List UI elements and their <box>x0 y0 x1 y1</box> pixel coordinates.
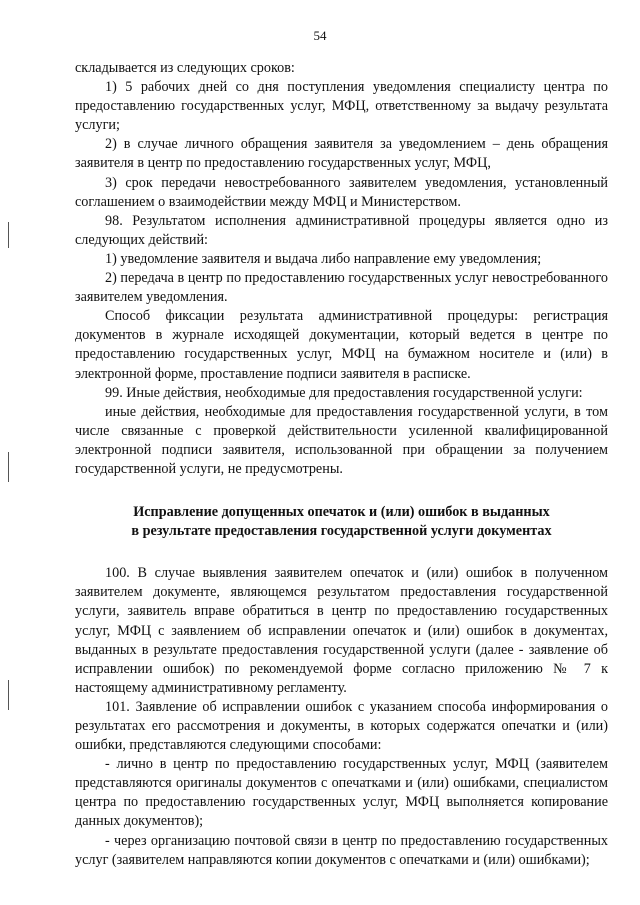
paragraph: - лично в центр по предоставлению государственных услуг, МФЦ (заявителем представляются оригиналы документов с опечатками и (или) ошибками, специалистом центра по предоставлению государственных услуг, МФЦ выполняется копирование данных документов); <box>75 756 608 830</box>
section-heading <box>75 503 608 541</box>
document-body <box>75 59 608 870</box>
paragraph: 98. Результатом исполнения административной процедуры является одно из следующих действий: <box>75 212 608 248</box>
paragraph: 101. Заявление об исправлении ошибок с указанием способа информирования о результатах его рассмотрения и документы, в которых содержатся опечатки и (или) ошибки, представляются следующими способами: <box>75 698 608 754</box>
heading-line: Исправление допущенных опечаток и (или) ошибок в выданных <box>133 504 550 521</box>
paragraph: Способ фиксации результата административной процедуры: регистрация документов в журнале исходящей документации, который ведется в центре по предоставлению государственных услуг, МФЦ на бумажном носителе и (или) в электронной форме, проставление подписи заявителя в расписке. <box>75 308 608 382</box>
paragraph: иные действия, необходимые для предоставления государственной услуги, в том числе связанные с проверкой действительности усиленной квалифицированной электронной подписи заявителя, использованной при обращении за получением государственной услуги, не предусмотрены. <box>75 403 608 477</box>
heading-line: в результате предоставления государственной услуги документах <box>131 523 552 540</box>
paragraph: 1) уведомление заявителя и выдача либо направление ему уведомления; <box>105 250 542 267</box>
margin-mark <box>8 452 9 482</box>
paragraph: 3) срок передачи невостребованного заявителем уведомления, установленный соглашением о взаимодействии между МФЦ и Министерством. <box>75 174 608 210</box>
page-number: 54 <box>313 28 327 43</box>
paragraph: 2) в случае личного обращения заявителя за уведомлением – день обращения заявителя в центр по предоставлению государственных услуг, МФЦ, <box>75 136 608 172</box>
paragraph: - через организацию почтовой связи в центр по предоставлению государственных услуг (заявителем направляются копии документов с опечатками и (или) ошибками); <box>75 832 608 868</box>
paragraph: складывается из следующих сроков: <box>75 60 295 76</box>
paragraph: 2) передача в центр по предоставлению государственных услуг невостребованного заявителем уведомления. <box>75 270 608 306</box>
paragraph: 100. В случае выявления заявителем опечаток и (или) ошибок в полученном заявителем документе, являющемся результатом предоставления государственной услуги, заявитель вправе обратиться в центр по предоставлению государственных услуг, МФЦ с заявлением об исправлении опечаток и (или) ошибок в документах, выданных в результате предоставления государственной услуги (далее - заявление об исправлении ошибок) по рекомендуемой форме согласно приложению № 7 к настоящему административному регламенту. <box>75 565 608 696</box>
margin-mark <box>8 222 9 248</box>
paragraph: 99. Иные действия, необходимые для предоставления государственной услуги: <box>105 384 583 401</box>
margin-mark <box>8 680 9 710</box>
paragraph: 1) 5 рабочих дней со дня поступления уведомления специалисту центра по предоставлению государственных услуг, МФЦ, ответственному за выдачу результата услуги; <box>75 79 608 134</box>
